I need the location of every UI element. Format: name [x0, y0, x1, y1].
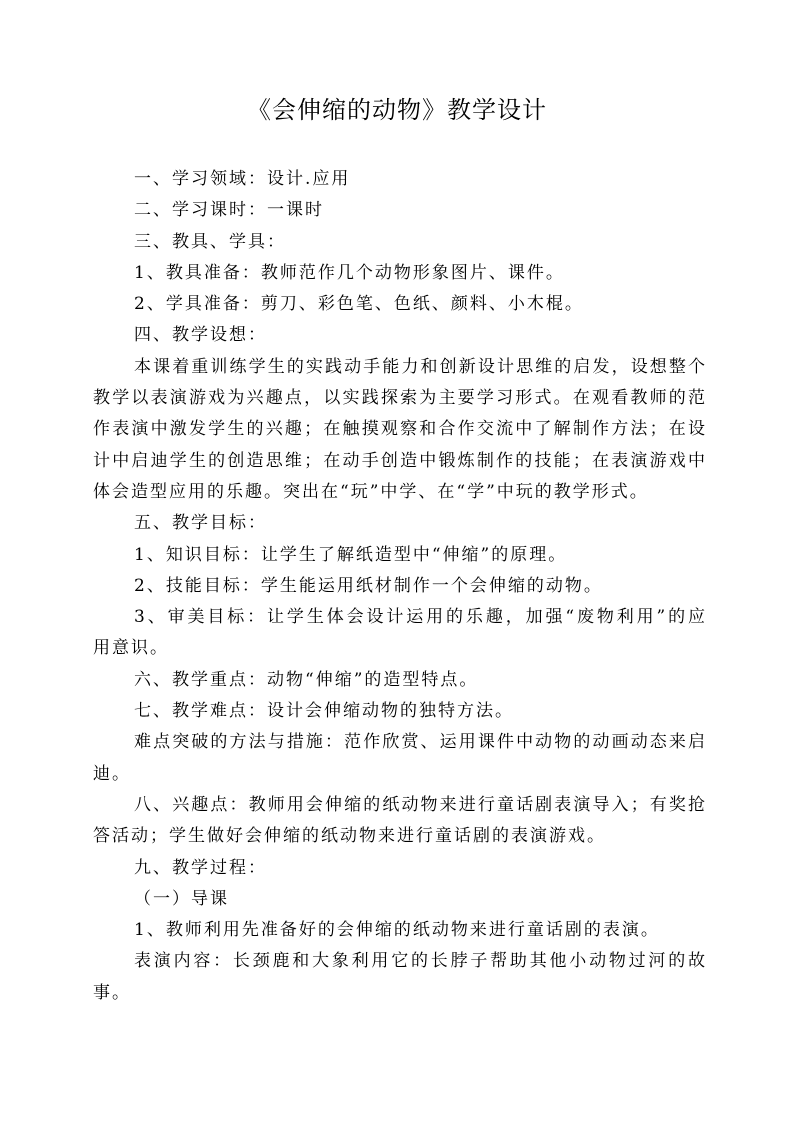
paragraph [93, 853, 705, 884]
paragraph-line: 五、教学目标： [134, 513, 267, 534]
paragraph-line: 1、知识目标：让学生了解纸造型中“伸缩”的原理。 [134, 544, 568, 565]
paragraph-line: 本课着重训练学生的实践动手能力和创新设计思维的启发，设想整个 [134, 356, 705, 377]
paragraph-line: 2、技能目标：学生能运用纸材制作一个会伸缩的动物。 [134, 575, 603, 596]
paragraph-line: 六、教学重点：动物“伸缩”的造型特点。 [134, 669, 479, 690]
paragraph [93, 195, 705, 226]
paragraph-line: 九、教学过程： [134, 857, 267, 878]
paragraph-line: 事。 [93, 982, 131, 1003]
paragraph-line: 1、教师利用先准备好的会伸缩的纸动物来进行童话剧的表演。 [134, 920, 660, 941]
paragraph [93, 946, 705, 1009]
paragraph [93, 352, 705, 508]
paragraph-line: 表演内容：长颈鹿和大象利用它的长脖子帮助其他小动物过河的故 [134, 951, 705, 972]
paragraph [93, 884, 705, 915]
paragraph [93, 790, 705, 853]
paragraph [93, 915, 705, 946]
paragraph-line: 二、学习课时：一课时 [134, 200, 324, 221]
paragraph [93, 227, 705, 258]
paragraph [93, 540, 705, 571]
paragraph-line: 难点突破的方法与措施：范作欣赏、运用课件中动物的动画动态来启 [134, 732, 705, 753]
paragraph-line: 七、教学难点：设计会伸缩动物的独特方法。 [134, 701, 514, 722]
paragraph [93, 665, 705, 696]
paragraph-line: 三、教具、学具： [134, 231, 286, 252]
paragraph-line: 四、教学设想： [134, 325, 267, 346]
paragraph-line: 答活动；学生做好会伸缩的纸动物来进行童话剧的表演游戏。 [93, 826, 606, 847]
paragraph-line: 1、教具准备：教师范作几个动物形象图片、课件。 [134, 262, 565, 283]
paragraph [93, 696, 705, 727]
paragraph-line: 计中启迪学生的创造思维；在动手创造中锻炼制作的技能；在表演游戏中 [93, 450, 705, 471]
paragraph-line: 教学以表演游戏为兴趣点，以实践探索为主要学习形式。在观看教师的范 [93, 388, 705, 409]
paragraph-line: 迪。 [93, 763, 131, 784]
paragraph [93, 602, 705, 665]
paragraph-line: 八、兴趣点：教师用会伸缩的纸动物来进行童话剧表演导入；有奖抢 [134, 794, 705, 815]
paragraph-line: 作表演中激发学生的兴趣；在触摸观察和合作交流中了解制作方法；在设 [93, 419, 705, 440]
paragraph-line: 3、审美目标：让学生体会设计运用的乐趣，加强“废物利用”的应 [134, 607, 705, 628]
paragraph-line: 2、学具准备：剪刀、彩色笔、色纸、颜料、小木棍。 [134, 294, 584, 315]
paragraph-line: （一）导课 [134, 888, 229, 909]
document-title: 《会伸缩的动物》教学设计 [247, 96, 547, 124]
paragraph [93, 320, 705, 351]
paragraph [93, 289, 705, 320]
paragraph-line: 体会造型应用的乐趣。突出在“玩”中学、在“学”中玩的教学形式。 [93, 481, 649, 502]
paragraph-line: 一、学习领域：设计.应用 [134, 169, 351, 189]
paragraph-line: 用意识。 [93, 638, 169, 659]
paragraph [93, 508, 705, 539]
paragraph [93, 571, 705, 602]
paragraph [93, 258, 705, 289]
paragraph [93, 727, 705, 790]
paragraph [93, 164, 705, 195]
document-body [93, 164, 705, 1009]
